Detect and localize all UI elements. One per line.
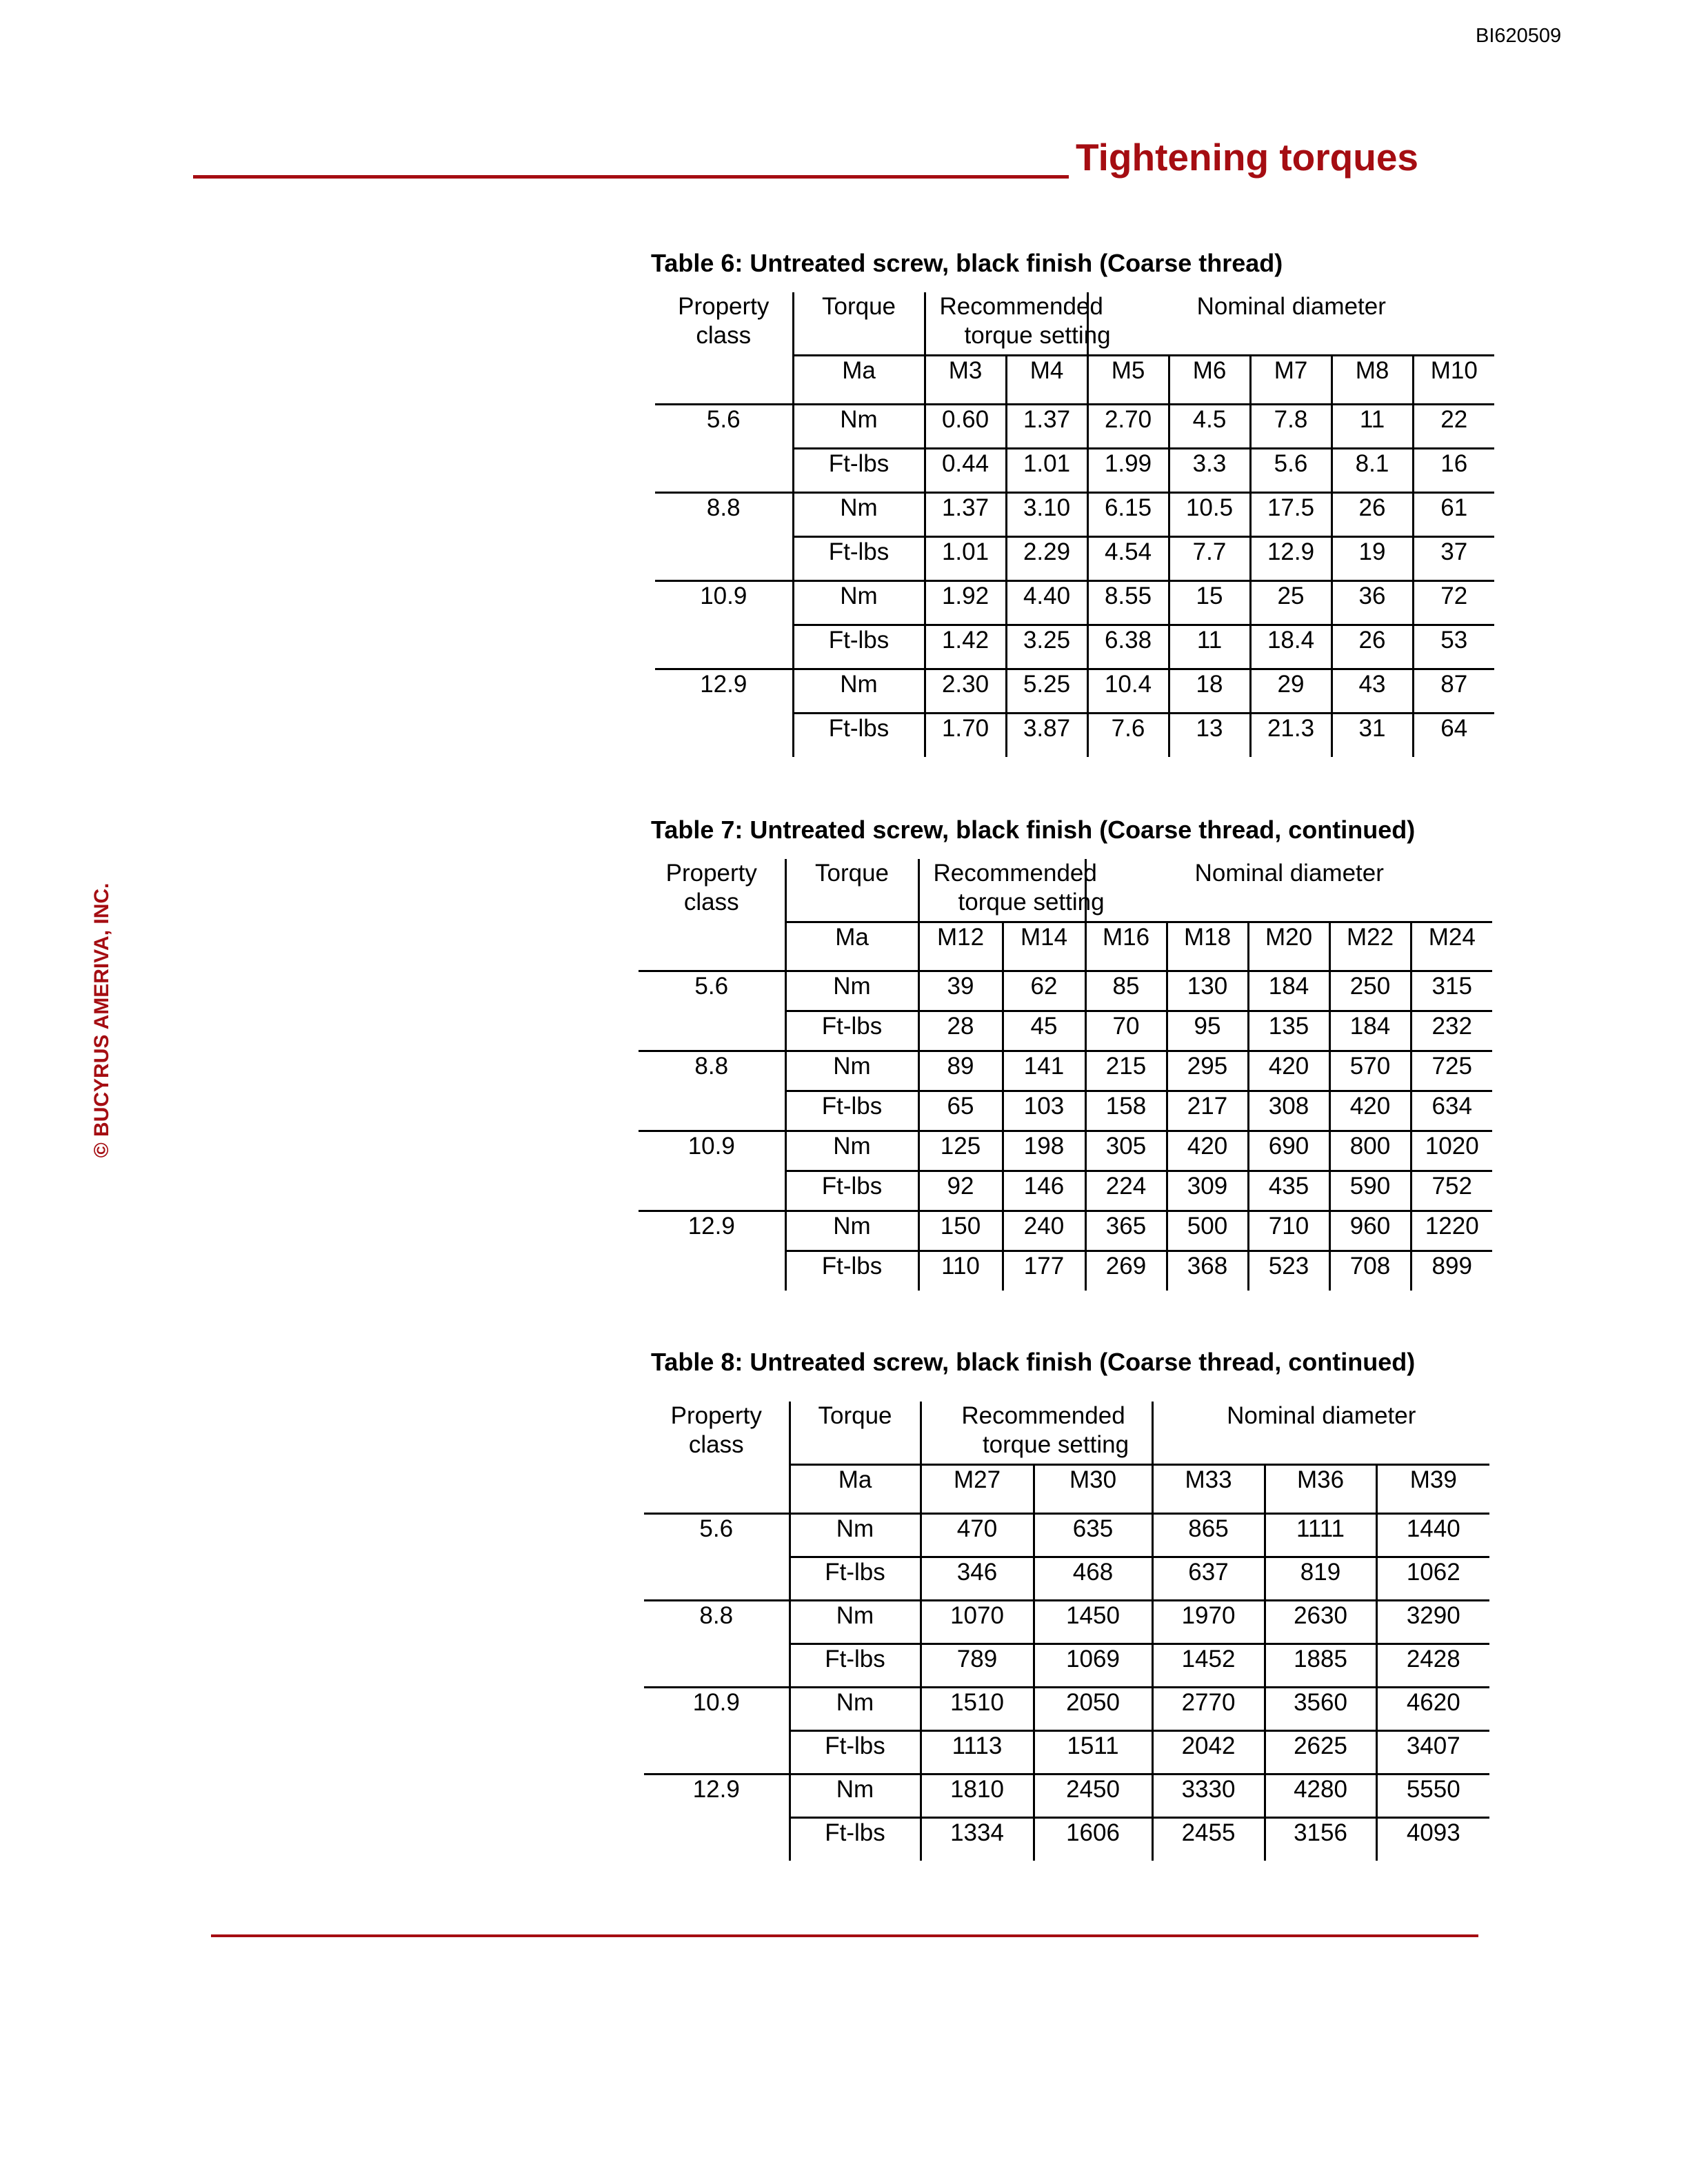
torque-value-cell: 1885	[1265, 1644, 1376, 1687]
torque-value-cell: 1069	[1034, 1644, 1152, 1687]
torque-value-cell: 468	[1034, 1557, 1152, 1600]
torque-value-cell: 708	[1329, 1251, 1411, 1291]
unit-cell: Ft-lbs	[793, 536, 925, 580]
torque-value-cell: 800	[1329, 1131, 1411, 1171]
property-class-cell: 5.6	[644, 1513, 790, 1600]
torque-value-cell: 470	[921, 1513, 1034, 1557]
torque-value-cell: 95	[1167, 1011, 1248, 1051]
table-7-caption: Table 7: Untreated screw, black finish (Coarse thread, continued)	[651, 816, 1416, 844]
unit-cell: Nm	[790, 1600, 921, 1644]
unit-cell: Ft-lbs	[793, 625, 925, 669]
header-nominal-diameter: Nominal diameter	[1085, 859, 1492, 922]
torque-value-cell: 146	[1003, 1171, 1085, 1211]
table-row	[644, 1600, 1489, 1644]
torque-value-cell: 1111	[1265, 1513, 1376, 1557]
torque-value-cell: 21.3	[1250, 713, 1332, 757]
torque-value-cell: 1.92	[925, 580, 1006, 625]
header-recommended-line1: Recommended	[939, 293, 1103, 320]
unit-cell: Nm	[785, 1211, 918, 1251]
torque-value-cell: 3290	[1376, 1600, 1489, 1644]
header-diameter: M3	[925, 355, 1006, 404]
torque-value-cell: 10.5	[1169, 492, 1250, 536]
torque-value-cell: 1510	[921, 1687, 1034, 1730]
unit-cell: Nm	[793, 669, 925, 713]
header-nominal-diameter: Nominal diameter	[1152, 1402, 1489, 1464]
header-diameter: M10	[1413, 355, 1494, 404]
header-property-class-line1: Property	[678, 293, 770, 320]
torque-value-cell: 2625	[1265, 1730, 1376, 1774]
unit-cell: Ft-lbs	[785, 1251, 918, 1291]
unit-cell: Nm	[790, 1774, 921, 1817]
unit-cell: Ft-lbs	[793, 713, 925, 757]
torque-value-cell: 1970	[1152, 1600, 1265, 1644]
header-property-class-line1: Property	[670, 1402, 762, 1429]
torque-value-cell: 7.8	[1250, 404, 1332, 448]
torque-value-cell: 19	[1332, 536, 1413, 580]
header-diameter: M36	[1265, 1464, 1376, 1513]
header-property-class-line2: class	[683, 889, 739, 916]
header-property-class-line1: Property	[665, 860, 757, 887]
torque-value-cell: 0.44	[925, 448, 1006, 492]
torque-value-cell: 217	[1167, 1091, 1248, 1131]
torque-table-8	[644, 1402, 1489, 1861]
header-property-class	[644, 1402, 790, 1513]
torque-value-cell: 1.37	[925, 492, 1006, 536]
torque-value-cell: 960	[1329, 1211, 1411, 1251]
copyright-notice: © BUCYRUS AMERIVA, INC.	[90, 882, 113, 1158]
torque-value-cell: 62	[1003, 971, 1085, 1011]
header-ma: Ma	[790, 1464, 921, 1513]
header-diameter: M5	[1087, 355, 1169, 404]
torque-value-cell: 158	[1085, 1091, 1167, 1131]
torque-value-cell: 103	[1003, 1091, 1085, 1131]
torque-value-cell: 1810	[921, 1774, 1034, 1817]
torque-value-cell: 725	[1411, 1051, 1492, 1091]
table-row	[655, 492, 1494, 536]
torque-value-cell: 295	[1167, 1051, 1248, 1091]
torque-value-cell: 72	[1413, 580, 1494, 625]
torque-value-cell: 7.6	[1087, 713, 1169, 757]
torque-value-cell: 1.01	[1006, 448, 1087, 492]
unit-cell: Ft-lbs	[790, 1644, 921, 1687]
torque-value-cell: 1606	[1034, 1817, 1152, 1861]
torque-value-cell: 1440	[1376, 1513, 1489, 1557]
table-row	[639, 1211, 1492, 1251]
torque-value-cell: 26	[1332, 625, 1413, 669]
torque-value-cell: 1113	[921, 1730, 1034, 1774]
property-class-cell: 10.9	[644, 1687, 790, 1774]
torque-value-cell: 2042	[1152, 1730, 1265, 1774]
unit-cell: Nm	[785, 1051, 918, 1091]
torque-value-cell: 2428	[1376, 1644, 1489, 1687]
torque-value-cell: 130	[1167, 971, 1248, 1011]
header-property-class	[655, 292, 793, 404]
torque-value-cell: 1450	[1034, 1600, 1152, 1644]
torque-value-cell: 11	[1169, 625, 1250, 669]
torque-value-cell: 2.70	[1087, 404, 1169, 448]
torque-value-cell: 215	[1085, 1051, 1167, 1091]
header-diameter: M7	[1250, 355, 1332, 404]
header-recommended-line1: Recommended	[933, 860, 1097, 887]
table-row	[655, 404, 1494, 448]
property-class-cell: 8.8	[655, 492, 793, 580]
torque-value-cell: 865	[1152, 1513, 1265, 1557]
torque-value-cell: 8.1	[1332, 448, 1413, 492]
header-diameter: M6	[1169, 355, 1250, 404]
torque-value-cell: 2050	[1034, 1687, 1152, 1730]
header-recommended-line2: torque setting	[958, 889, 1105, 916]
table-row	[644, 1774, 1489, 1817]
torque-value-cell: 420	[1248, 1051, 1329, 1091]
unit-cell: Nm	[793, 492, 925, 536]
unit-cell: Ft-lbs	[785, 1091, 918, 1131]
torque-value-cell: 308	[1248, 1091, 1329, 1131]
unit-cell: Nm	[790, 1687, 921, 1730]
header-recommended-line1: Recommended	[961, 1402, 1125, 1429]
header-diameter: M22	[1329, 922, 1411, 971]
header-property-class-line2: class	[696, 322, 752, 349]
torque-value-cell: 637	[1152, 1557, 1265, 1600]
torque-value-cell: 184	[1329, 1011, 1411, 1051]
torque-value-cell: 28	[918, 1011, 1003, 1051]
torque-value-cell: 2450	[1034, 1774, 1152, 1817]
header-property-class-line2: class	[688, 1431, 744, 1458]
torque-value-cell: 141	[1003, 1051, 1085, 1091]
torque-value-cell: 15	[1169, 580, 1250, 625]
torque-value-cell: 10.4	[1087, 669, 1169, 713]
torque-value-cell: 18.4	[1250, 625, 1332, 669]
property-class-cell: 5.6	[655, 404, 793, 492]
torque-value-cell: 2.29	[1006, 536, 1087, 580]
table-row	[639, 1131, 1492, 1171]
table-row	[644, 1687, 1489, 1730]
torque-value-cell: 789	[921, 1644, 1034, 1687]
unit-cell: Nm	[785, 1131, 918, 1171]
torque-value-cell: 11	[1332, 404, 1413, 448]
torque-value-cell: 3.3	[1169, 448, 1250, 492]
torque-value-cell: 198	[1003, 1131, 1085, 1171]
header-diameter: M24	[1411, 922, 1492, 971]
torque-value-cell: 125	[918, 1131, 1003, 1171]
header-diameter: M18	[1167, 922, 1248, 971]
torque-value-cell: 1452	[1152, 1644, 1265, 1687]
torque-value-cell: 1062	[1376, 1557, 1489, 1600]
header-diameter: M33	[1152, 1464, 1265, 1513]
header-property-class	[639, 859, 785, 971]
torque-value-cell: 710	[1248, 1211, 1329, 1251]
torque-value-cell: 752	[1411, 1171, 1492, 1211]
torque-value-cell: 3.87	[1006, 713, 1087, 757]
torque-value-cell: 3156	[1265, 1817, 1376, 1861]
header-diameter: M27	[921, 1464, 1034, 1513]
unit-cell: Ft-lbs	[785, 1011, 918, 1051]
torque-value-cell: 25	[1250, 580, 1332, 625]
torque-value-cell: 634	[1411, 1091, 1492, 1131]
header-torque: Torque	[793, 292, 925, 355]
torque-value-cell: 16	[1413, 448, 1494, 492]
table-8-caption: Table 8: Untreated screw, black finish (Coarse thread, continued)	[651, 1348, 1416, 1376]
header-diameter: M30	[1034, 1464, 1152, 1513]
property-class-cell: 8.8	[644, 1600, 790, 1687]
torque-value-cell: 250	[1329, 971, 1411, 1011]
torque-value-cell: 570	[1329, 1051, 1411, 1091]
torque-value-cell: 420	[1167, 1131, 1248, 1171]
torque-value-cell: 4.54	[1087, 536, 1169, 580]
footer-rule	[211, 1934, 1478, 1937]
header-recommended-torque-setting	[918, 859, 1105, 922]
torque-value-cell: 435	[1248, 1171, 1329, 1211]
table-6-caption: Table 6: Untreated screw, black finish (Coarse thread)	[651, 249, 1283, 277]
torque-value-cell: 87	[1413, 669, 1494, 713]
header-ma: Ma	[793, 355, 925, 404]
torque-value-cell: 523	[1248, 1251, 1329, 1291]
header-diameter: M8	[1332, 355, 1413, 404]
torque-value-cell: 3330	[1152, 1774, 1265, 1817]
torque-value-cell: 7.7	[1169, 536, 1250, 580]
torque-value-cell: 22	[1413, 404, 1494, 448]
unit-cell: Nm	[790, 1513, 921, 1557]
torque-value-cell: 1.01	[925, 536, 1006, 580]
torque-value-cell: 420	[1329, 1091, 1411, 1131]
torque-value-cell: 6.38	[1087, 625, 1169, 669]
torque-value-cell: 365	[1085, 1211, 1167, 1251]
table-row	[639, 971, 1492, 1011]
torque-value-cell: 3.25	[1006, 625, 1087, 669]
torque-value-cell: 3560	[1265, 1687, 1376, 1730]
torque-value-cell: 177	[1003, 1251, 1085, 1291]
torque-value-cell: 0.60	[925, 404, 1006, 448]
torque-value-cell: 29	[1250, 669, 1332, 713]
unit-cell: Nm	[793, 580, 925, 625]
torque-value-cell: 36	[1332, 580, 1413, 625]
torque-value-cell: 37	[1413, 536, 1494, 580]
torque-value-cell: 6.15	[1087, 492, 1169, 536]
torque-value-cell: 590	[1329, 1171, 1411, 1211]
torque-value-cell: 819	[1265, 1557, 1376, 1600]
torque-value-cell: 110	[918, 1251, 1003, 1291]
torque-value-cell: 64	[1413, 713, 1494, 757]
torque-value-cell: 61	[1413, 492, 1494, 536]
torque-value-cell: 500	[1167, 1211, 1248, 1251]
torque-value-cell: 1511	[1034, 1730, 1152, 1774]
header-diameter: M12	[918, 922, 1003, 971]
torque-value-cell: 43	[1332, 669, 1413, 713]
torque-value-cell: 4280	[1265, 1774, 1376, 1817]
torque-value-cell: 4620	[1376, 1687, 1489, 1730]
property-class-cell: 12.9	[639, 1211, 785, 1291]
unit-cell: Ft-lbs	[793, 448, 925, 492]
header-torque: Torque	[785, 859, 918, 922]
torque-value-cell: 8.55	[1087, 580, 1169, 625]
torque-value-cell: 1070	[921, 1600, 1034, 1644]
page-title: Tightening torques	[1076, 136, 1419, 179]
torque-value-cell: 70	[1085, 1011, 1167, 1051]
torque-value-cell: 635	[1034, 1513, 1152, 1557]
torque-value-cell: 85	[1085, 971, 1167, 1011]
torque-value-cell: 269	[1085, 1251, 1167, 1291]
torque-value-cell: 89	[918, 1051, 1003, 1091]
torque-value-cell: 53	[1413, 625, 1494, 669]
torque-value-cell: 17.5	[1250, 492, 1332, 536]
property-class-cell: 10.9	[639, 1131, 785, 1211]
header-diameter: M16	[1085, 922, 1167, 971]
torque-value-cell: 3407	[1376, 1730, 1489, 1774]
title-rule	[193, 175, 1069, 179]
torque-value-cell: 2770	[1152, 1687, 1265, 1730]
unit-cell: Ft-lbs	[785, 1171, 918, 1211]
torque-value-cell: 690	[1248, 1131, 1329, 1171]
torque-value-cell: 39	[918, 971, 1003, 1011]
header-diameter: M14	[1003, 922, 1085, 971]
torque-value-cell: 2.30	[925, 669, 1006, 713]
header-recommended-line2: torque setting	[982, 1431, 1129, 1458]
torque-value-cell: 315	[1411, 971, 1492, 1011]
header-ma: Ma	[785, 922, 918, 971]
torque-value-cell: 5.25	[1006, 669, 1087, 713]
unit-cell: Nm	[785, 971, 918, 1011]
torque-value-cell: 1220	[1411, 1211, 1492, 1251]
property-class-cell: 8.8	[639, 1051, 785, 1131]
unit-cell: Ft-lbs	[790, 1557, 921, 1600]
torque-value-cell: 1.70	[925, 713, 1006, 757]
torque-value-cell: 12.9	[1250, 536, 1332, 580]
header-torque: Torque	[790, 1402, 921, 1464]
torque-value-cell: 2455	[1152, 1817, 1265, 1861]
torque-value-cell: 309	[1167, 1171, 1248, 1211]
torque-value-cell: 346	[921, 1557, 1034, 1600]
torque-value-cell: 31	[1332, 713, 1413, 757]
torque-value-cell: 4093	[1376, 1817, 1489, 1861]
header-recommended-torque-setting	[921, 1402, 1152, 1464]
torque-value-cell: 4.40	[1006, 580, 1087, 625]
torque-value-cell: 5.6	[1250, 448, 1332, 492]
table-row	[655, 580, 1494, 625]
property-class-cell: 12.9	[644, 1774, 790, 1861]
table-row	[644, 1513, 1489, 1557]
torque-value-cell: 13	[1169, 713, 1250, 757]
torque-value-cell: 26	[1332, 492, 1413, 536]
header-recommended-torque-setting	[925, 292, 1111, 355]
torque-value-cell: 5550	[1376, 1774, 1489, 1817]
torque-value-cell: 135	[1248, 1011, 1329, 1051]
torque-value-cell: 3.10	[1006, 492, 1087, 536]
torque-value-cell: 1.42	[925, 625, 1006, 669]
torque-value-cell: 224	[1085, 1171, 1167, 1211]
header-recommended-line2: torque setting	[964, 322, 1111, 349]
torque-value-cell: 1.99	[1087, 448, 1169, 492]
property-class-cell: 12.9	[655, 669, 793, 757]
torque-value-cell: 232	[1411, 1011, 1492, 1051]
torque-value-cell: 4.5	[1169, 404, 1250, 448]
property-class-cell: 5.6	[639, 971, 785, 1051]
torque-value-cell: 92	[918, 1171, 1003, 1211]
torque-value-cell: 2630	[1265, 1600, 1376, 1644]
unit-cell: Ft-lbs	[790, 1817, 921, 1861]
header-diameter: M20	[1248, 922, 1329, 971]
header-diameter: M4	[1006, 355, 1087, 404]
torque-table-6	[655, 292, 1494, 757]
torque-value-cell: 1020	[1411, 1131, 1492, 1171]
torque-value-cell: 368	[1167, 1251, 1248, 1291]
torque-value-cell: 18	[1169, 669, 1250, 713]
torque-value-cell: 899	[1411, 1251, 1492, 1291]
table-row	[639, 1051, 1492, 1091]
header-diameter: M39	[1376, 1464, 1489, 1513]
torque-value-cell: 150	[918, 1211, 1003, 1251]
table-row	[655, 669, 1494, 713]
unit-cell: Nm	[793, 404, 925, 448]
torque-value-cell: 65	[918, 1091, 1003, 1131]
property-class-cell: 10.9	[655, 580, 793, 669]
unit-cell: Ft-lbs	[790, 1730, 921, 1774]
document-id: BI620509	[1476, 25, 1562, 47]
torque-value-cell: 1.37	[1006, 404, 1087, 448]
torque-value-cell: 184	[1248, 971, 1329, 1011]
torque-value-cell: 45	[1003, 1011, 1085, 1051]
header-nominal-diameter: Nominal diameter	[1087, 292, 1494, 355]
torque-value-cell: 240	[1003, 1211, 1085, 1251]
torque-value-cell: 305	[1085, 1131, 1167, 1171]
torque-value-cell: 1334	[921, 1817, 1034, 1861]
torque-table-7	[639, 859, 1492, 1291]
